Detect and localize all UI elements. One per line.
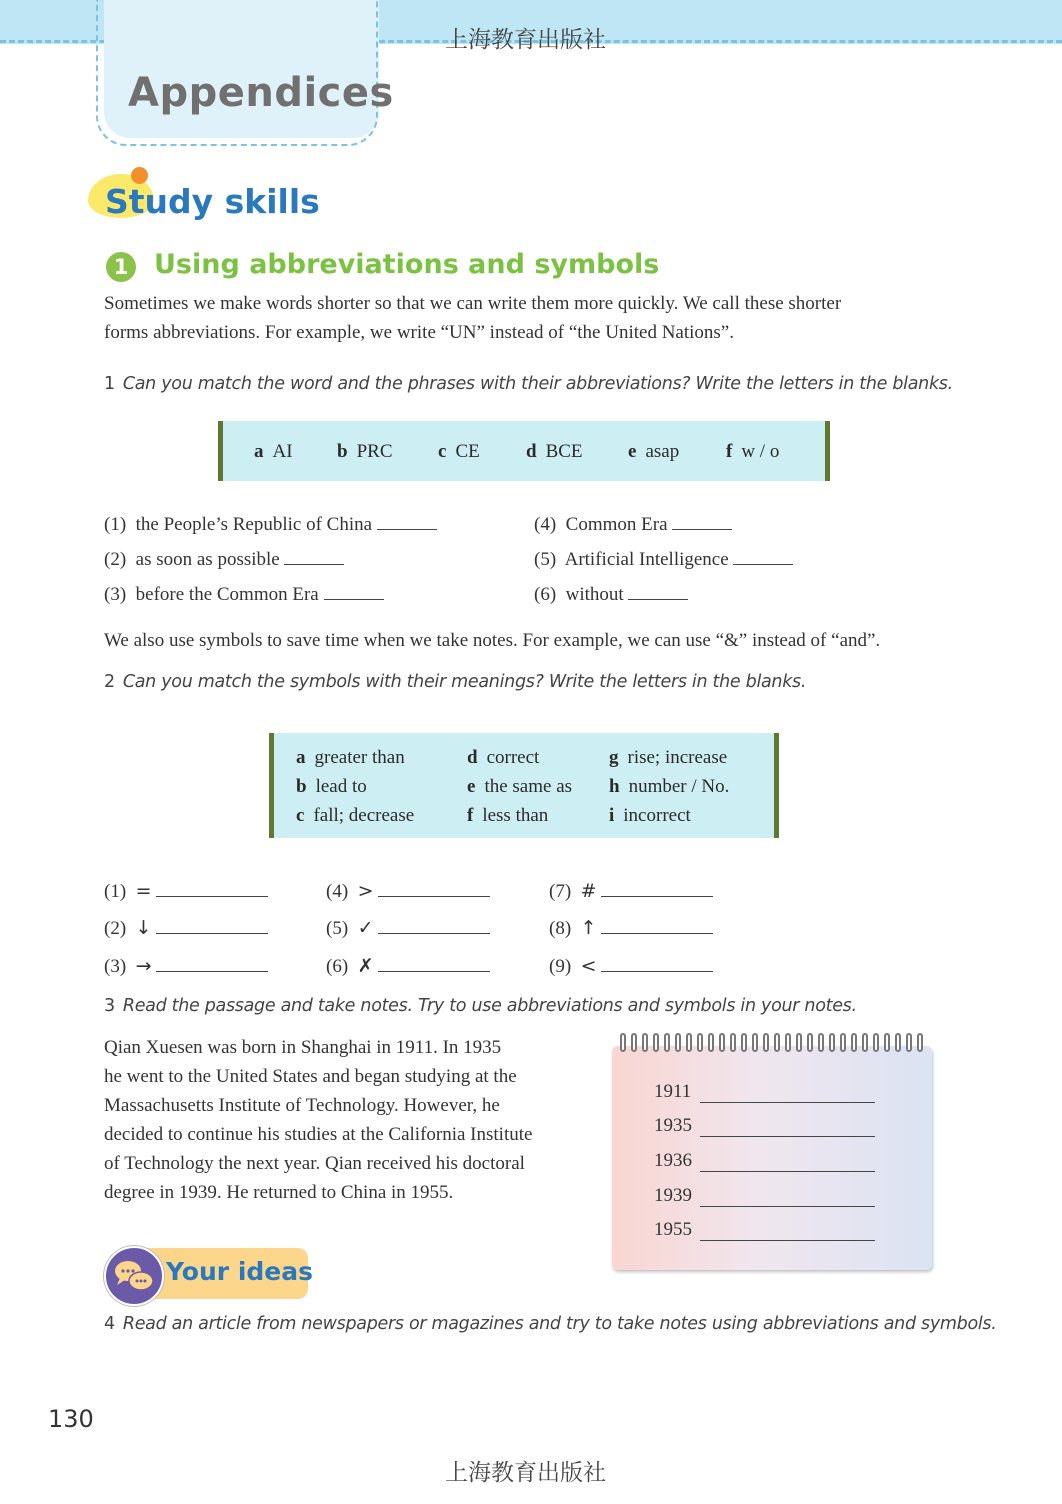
passage-line: degree in 1939. He returned to China in 1955. bbox=[104, 1182, 454, 1203]
abbr-option: a AI bbox=[254, 441, 293, 462]
answer-blank[interactable] bbox=[733, 544, 793, 565]
symbol-option: e the same as bbox=[467, 776, 573, 797]
symbol-option: f less than bbox=[467, 805, 549, 826]
section-subtitle: Using abbreviations and symbols bbox=[154, 249, 660, 280]
exercise3-instruction: 3 Read the passage and take notes. Try to use abbreviations and symbols in your notes. bbox=[104, 996, 857, 1016]
spiral-ring bbox=[741, 1033, 747, 1052]
note-year: 1939 bbox=[654, 1185, 692, 1206]
spiral-ring bbox=[708, 1033, 714, 1052]
symbol-option: h number / No. bbox=[609, 776, 730, 797]
answer-blank[interactable] bbox=[377, 509, 437, 530]
section-number-badge: 1 bbox=[106, 252, 136, 282]
spiral-ring bbox=[840, 1033, 846, 1052]
publisher-watermark-bottom: 上海教育出版社 bbox=[445, 1460, 606, 1486]
spiral-ring bbox=[774, 1033, 780, 1052]
symbol-question: (6) ✗ bbox=[326, 951, 490, 978]
spiral-ring bbox=[829, 1033, 835, 1052]
spiral-ring bbox=[631, 1033, 637, 1052]
spiral-ring bbox=[675, 1033, 681, 1052]
question-row: (5) Artificial Intelligence bbox=[534, 544, 793, 571]
symbol-question: (2) ↓ bbox=[104, 913, 268, 940]
symbol-question: (4) > bbox=[326, 876, 490, 903]
passage-line: of Technology the next year. Qian received his doctoral bbox=[104, 1153, 525, 1174]
section-heading: Study skills bbox=[105, 182, 320, 221]
note-line[interactable] bbox=[700, 1240, 875, 1241]
spiral-ring bbox=[862, 1033, 868, 1052]
question-row: (3) before the Common Era bbox=[104, 579, 384, 606]
spiral-ring bbox=[884, 1033, 890, 1052]
exercise1-instruction bbox=[104, 374, 953, 394]
exercise4-instruction: 4 Read an article from newspapers or magazines and try to take notes using abbreviations and symbols. bbox=[104, 1314, 997, 1334]
question-row: (2) as soon as possible bbox=[104, 544, 344, 571]
abbr-option: e asap bbox=[628, 441, 680, 462]
symbols-intro: We also use symbols to save time when we take notes. For example, we can use “&” instead of “and”. bbox=[104, 630, 881, 651]
instruction-text: Can you match the word and the phrases with their abbreviations? Write the letters in the blanks. bbox=[122, 374, 953, 394]
spiral-ring bbox=[752, 1033, 758, 1052]
symbol-question: (7) # bbox=[549, 876, 713, 903]
page-number: 130 bbox=[48, 1405, 94, 1433]
answer-blank[interactable] bbox=[672, 509, 732, 530]
symbol-option: b lead to bbox=[296, 776, 367, 797]
symbol-question: (3) → bbox=[104, 951, 268, 978]
answer-blank[interactable] bbox=[601, 876, 713, 897]
speech-bubbles-icon bbox=[104, 1246, 164, 1306]
abbr-option: b PRC bbox=[337, 441, 393, 462]
spiral-ring bbox=[642, 1033, 648, 1052]
spiral-ring bbox=[796, 1033, 802, 1052]
answer-blank[interactable] bbox=[156, 951, 268, 972]
answer-blank[interactable] bbox=[601, 951, 713, 972]
symbol-option: g rise; increase bbox=[609, 747, 728, 768]
answer-blank[interactable] bbox=[378, 951, 490, 972]
answer-blank[interactable] bbox=[378, 913, 490, 934]
spiral-ring bbox=[873, 1033, 879, 1052]
publisher-watermark-top: 上海教育出版社 bbox=[445, 27, 606, 53]
spiral-ring bbox=[664, 1033, 670, 1052]
abbr-option: d BCE bbox=[526, 441, 583, 462]
passage-line: Massachusetts Institute of Technology. However, he bbox=[104, 1095, 500, 1116]
page-title: Appendices bbox=[128, 70, 394, 116]
spiral-ring bbox=[719, 1033, 725, 1052]
symbol-option: d correct bbox=[467, 747, 540, 768]
spiral-ring bbox=[697, 1033, 703, 1052]
symbol-option: c fall; decrease bbox=[296, 805, 415, 826]
spiral-ring bbox=[686, 1033, 692, 1052]
answer-blank[interactable] bbox=[324, 579, 384, 600]
answer-blank[interactable] bbox=[628, 579, 688, 600]
note-line[interactable] bbox=[700, 1102, 875, 1103]
note-line[interactable] bbox=[700, 1171, 875, 1172]
answer-blank[interactable] bbox=[378, 876, 490, 897]
spiral-ring bbox=[917, 1033, 923, 1052]
spiral-ring bbox=[653, 1033, 659, 1052]
answer-blank[interactable] bbox=[156, 913, 268, 934]
abbr-option: c CE bbox=[438, 441, 480, 462]
note-year: 1911 bbox=[654, 1081, 692, 1102]
symbol-question: (5) ✓ bbox=[326, 913, 490, 940]
question-row: (1) the People’s Republic of China bbox=[104, 509, 437, 536]
spiral-ring bbox=[620, 1033, 626, 1052]
symbol-option: a greater than bbox=[296, 747, 405, 768]
intro-line: forms abbreviations. For example, we write “UN” instead of “the United Nations”. bbox=[104, 322, 734, 343]
note-line[interactable] bbox=[700, 1136, 875, 1137]
passage-line: decided to continue his studies at the California Institute bbox=[104, 1124, 533, 1145]
spiral-ring bbox=[906, 1033, 912, 1052]
passage-line: Qian Xuesen was born in Shanghai in 1911. In 1935 bbox=[104, 1037, 502, 1058]
symbol-question: (9) < bbox=[549, 951, 713, 978]
spiral-ring bbox=[818, 1033, 824, 1052]
spiral-ring bbox=[895, 1033, 901, 1052]
note-year: 1935 bbox=[654, 1115, 692, 1136]
answer-blank[interactable] bbox=[284, 544, 344, 565]
spiral-ring bbox=[807, 1033, 813, 1052]
exercise2-instruction: 2 Can you match the symbols with their meanings? Write the letters in the blanks. bbox=[104, 672, 807, 692]
answer-blank[interactable] bbox=[156, 876, 268, 897]
your-ideas-title: Your ideas bbox=[166, 1257, 313, 1286]
abbr-option: f w / o bbox=[726, 441, 780, 462]
question-row: (6) without bbox=[534, 579, 688, 606]
spiral-ring bbox=[763, 1033, 769, 1052]
spiral-ring bbox=[785, 1033, 791, 1052]
symbol-question: (1) = bbox=[104, 876, 268, 903]
passage bbox=[104, 1033, 584, 1207]
question-row: (4) Common Era bbox=[534, 509, 732, 536]
spiral-ring bbox=[851, 1033, 857, 1052]
passage-line: he went to the United States and began studying at the bbox=[104, 1066, 517, 1087]
exercise-number: 1 bbox=[104, 374, 115, 394]
note-year: 1936 bbox=[654, 1150, 692, 1171]
note-line[interactable] bbox=[700, 1206, 875, 1207]
spiral-ring bbox=[730, 1033, 736, 1052]
note-year: 1955 bbox=[654, 1219, 692, 1240]
answer-blank[interactable] bbox=[601, 913, 713, 934]
intro-line: Sometimes we make words shorter so that we can write them more quickly. We call these shorter bbox=[104, 293, 842, 314]
intro-paragraph bbox=[104, 289, 934, 347]
symbol-question: (8) ↑ bbox=[549, 913, 713, 940]
symbol-option: i incorrect bbox=[609, 805, 691, 826]
